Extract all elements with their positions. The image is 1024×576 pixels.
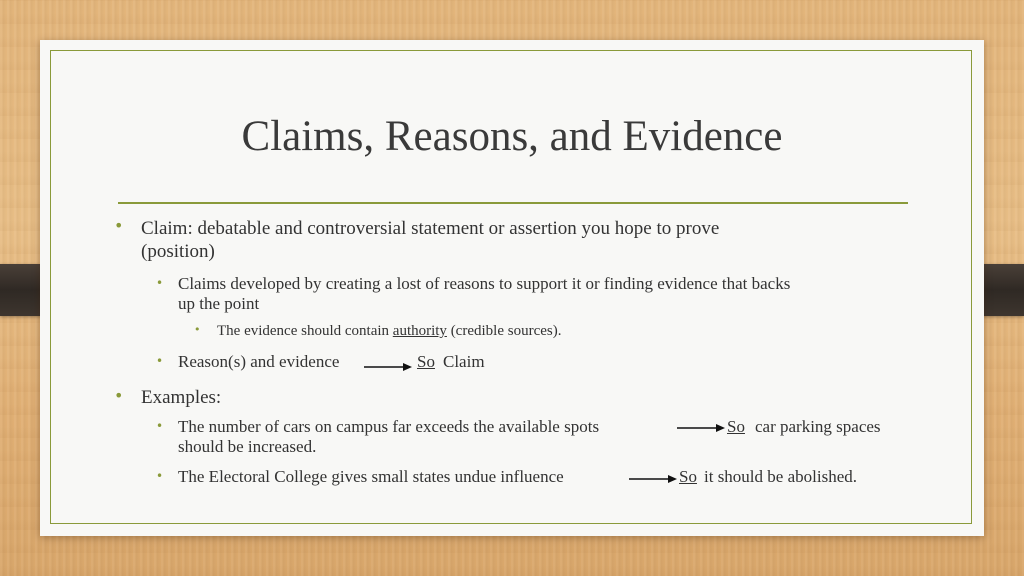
claim-sub1-line-2: up the point	[178, 294, 260, 313]
bullet-icon: •	[194, 323, 201, 336]
so-underlined: So	[679, 467, 697, 486]
bullet-icon: •	[156, 276, 164, 290]
example1-text: The number of cars on campus far exceeds the available spots	[178, 417, 600, 436]
slide-title: Claims, Reasons, and Evidence	[241, 113, 783, 160]
arrow-right-icon	[676, 421, 726, 433]
evidence-text-post: (credible sources).	[446, 323, 562, 339]
bullet-icon: •	[156, 469, 164, 483]
arrow-right-icon	[363, 360, 413, 372]
bullet-icon: •	[156, 419, 164, 433]
so-underlined: So	[727, 417, 745, 436]
example1-conclusion: car parking spaces	[755, 417, 881, 436]
example1-line-2: should be increased.	[178, 437, 317, 456]
example2-text: The Electoral College gives small states undue influence	[178, 467, 564, 486]
example2-conclusion: it should be abolished.	[704, 467, 857, 486]
reasons-evidence-text: Reason(s) and evidence	[178, 352, 340, 371]
authority-underlined: authority	[392, 323, 447, 339]
bullet-icon: •	[114, 386, 124, 405]
claim-sub1-line-1: Claims developed by creating a lost of reasons to support it or finding evidence that backs	[178, 274, 791, 293]
arrow-right-icon	[628, 472, 678, 484]
bullet-icon: •	[114, 216, 124, 235]
examples-heading: Examples:	[141, 387, 222, 408]
bullet-icon: •	[156, 354, 164, 368]
evidence-authority-line	[217, 323, 561, 340]
claim-line-2: (position)	[141, 241, 215, 262]
so-underlined: So	[417, 352, 435, 371]
claim-word: Claim	[443, 352, 485, 371]
evidence-text-pre: The evidence should contain	[217, 323, 393, 339]
claim-line-1: Claim: debatable and controversial statement or assertion you hope to prove	[141, 218, 720, 239]
